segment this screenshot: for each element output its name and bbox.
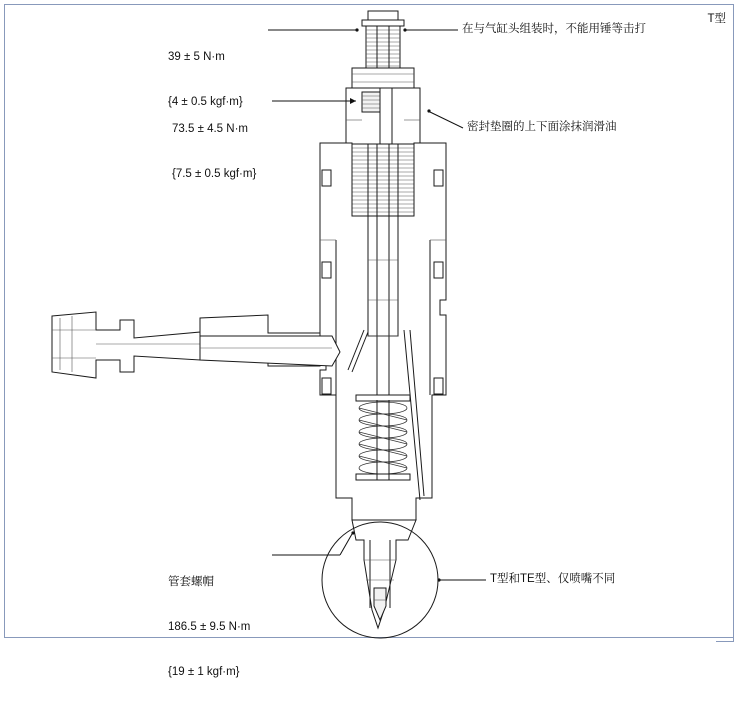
callout-sleeve-nut-torque-line3: {19 ± 1 kgf·m} <box>168 666 240 678</box>
top-nut-group <box>362 11 404 68</box>
type-tag: T型 <box>707 13 726 25</box>
inlet-pipe-group <box>52 312 340 378</box>
callout-upper-nut-torque-line2: {4 ± 0.5 kgf·m} <box>168 96 243 108</box>
callout-body-torque <box>172 92 256 212</box>
callout-body-torque-line1: 73.5 ± 4.5 N·m <box>172 123 248 135</box>
upper-housing-group <box>346 68 420 216</box>
callout-nozzle-difference-note: T型和TE型、仅喷嘴不同 <box>490 573 616 585</box>
callout-sleeve-nut-torque <box>168 545 250 710</box>
callout-gasket-oil-note: 密封垫圈的上下面涂抹润滑油 <box>467 121 617 133</box>
callout-sleeve-nut-torque-line2: 186.5 ± 9.5 N·m <box>168 621 251 633</box>
callout-body-torque-line2: {7.5 ± 0.5 kgf·m} <box>172 168 257 180</box>
nozzle-holder-group <box>352 520 416 628</box>
callout-upper-nut-torque-line1: 39 ± 5 N·m <box>168 51 225 63</box>
callout-hammer-warning: 在与气缸头组装时，不能用锤等击打 <box>462 23 646 35</box>
callout-sleeve-nut-torque-line1: 管套螺帽 <box>168 576 214 588</box>
